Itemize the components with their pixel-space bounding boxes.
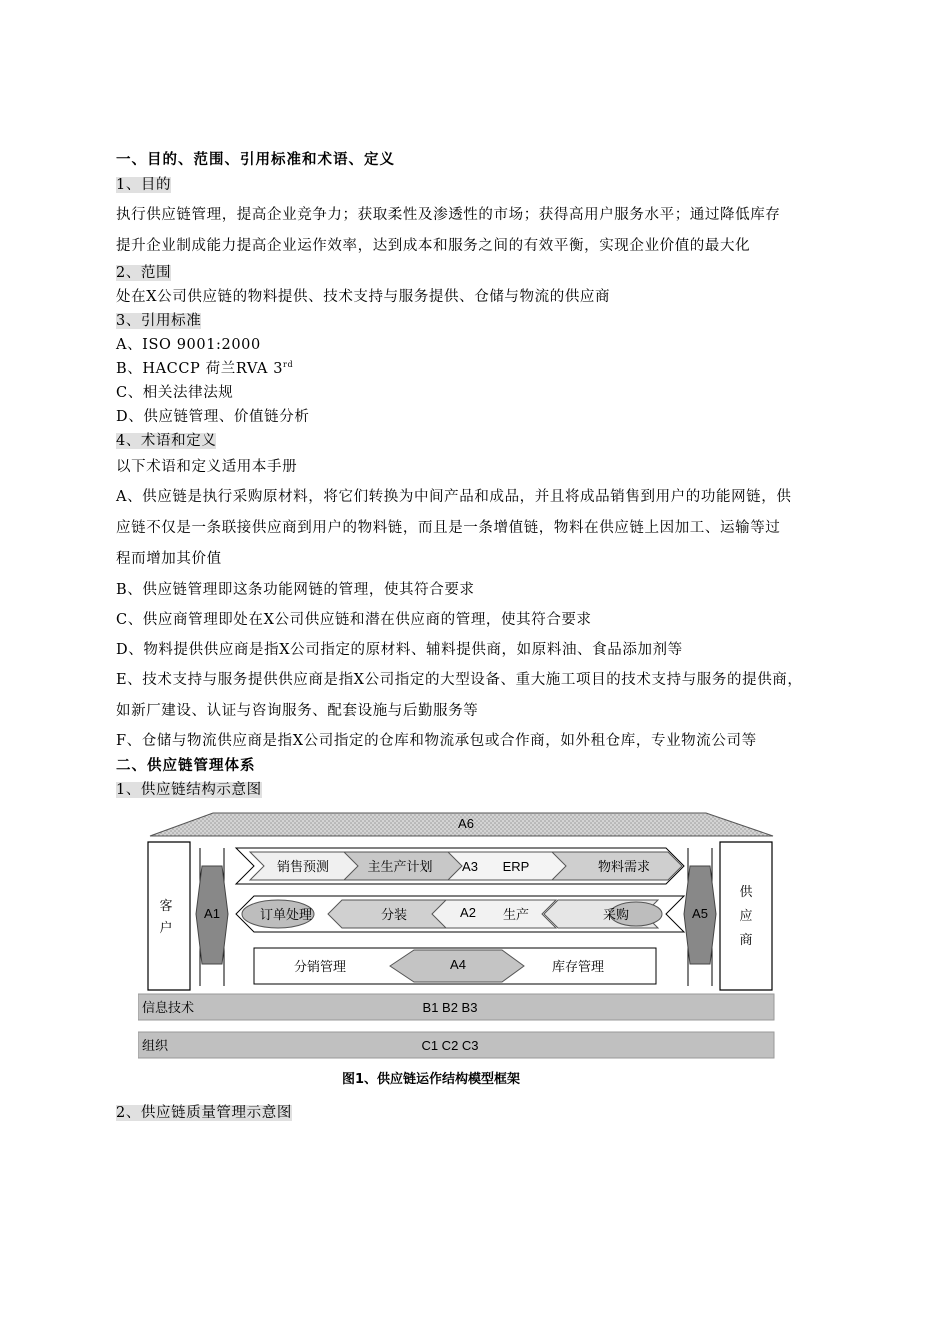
- standard-a: A、ISO 9001:2000: [116, 337, 261, 353]
- term-d: D、物料提供供应商是指X公司指定的原材料、辅料提供商，如原料油、食品添加剂等: [116, 642, 683, 658]
- term-c: C、供应商管理即处在X公司供应链和潜在供应商的管理，使其符合要求: [116, 612, 592, 628]
- org-codes: C1 C2 C3: [421, 1038, 479, 1053]
- scope-text: 处在X公司供应链的物料提供、技术支持与服务提供、仓储与物流的供应商: [116, 289, 611, 305]
- organization-bar: [138, 1032, 774, 1058]
- production-label: 生产: [502, 907, 530, 922]
- erp-label: ERP: [502, 859, 530, 874]
- a1-column: [196, 848, 228, 986]
- figure-caption: 图1、供应链运作结构模型框架: [342, 1072, 521, 1087]
- quality-diagram-title: 2、供应链质量管理示意图: [116, 1105, 292, 1121]
- customer-box: [148, 842, 190, 990]
- a6-roof: [150, 813, 773, 836]
- term-b: B、供应链管理即这条功能网链的管理，使其符合要求: [116, 582, 475, 598]
- terms-intro: 以下术语和定义适用本手册: [116, 459, 298, 475]
- supplier-label-2: 应: [739, 908, 753, 923]
- term-e-2: 如新厂建设、认证与咨询服务、配套设施与后勤服务等: [116, 703, 479, 719]
- purpose-title: 1、目的: [116, 177, 172, 193]
- it-codes: B1 B2 B3: [422, 1000, 478, 1015]
- master-production-plan-label: 主生产计划: [367, 859, 433, 874]
- procurement-label: 采购: [602, 907, 630, 922]
- inventory-management-label: 库存管理: [551, 959, 605, 974]
- a6-label: A6: [458, 816, 474, 831]
- standard-b: B、HACCP 荷兰RVA 3rd: [116, 360, 294, 377]
- section2-heading: 二、供应链管理体系: [116, 757, 256, 774]
- customer-label-1: 客: [159, 898, 173, 913]
- org-label: 组织: [142, 1038, 169, 1053]
- logistics-row: [254, 948, 656, 984]
- standard-c: C、相关法律法规: [116, 385, 234, 401]
- information-technology-bar: [138, 994, 774, 1020]
- term-a-1: A、供应链是执行采购原材料，将它们转换为中间产品和成品，并且将成品销售到用户的功能网链，供: [116, 489, 792, 505]
- a5-label: A5: [692, 906, 708, 921]
- packaging-label: 分装: [380, 907, 408, 922]
- material-demand-label: 物料需求: [597, 859, 651, 874]
- purpose-text-2: 提升企业制成能力提高企业运作效率，达到成本和服务之间的有效平衡，实现企业价值的最大化: [116, 238, 751, 254]
- purpose-text-1: 执行供应链管理，提高企业竞争力；获取柔性及渗透性的市场；获得高用户服务水平；通过降低库存: [116, 207, 781, 223]
- term-a-2: 应链不仅是一条联接供应商到用户的物料链，而且是一条增值链，物料在供应链上因加工、运输等过: [116, 520, 781, 536]
- distribution-management-label: 分销管理: [293, 959, 347, 974]
- supply-chain-structure-diagram: [138, 810, 778, 1062]
- customer-label-2: 户: [159, 920, 173, 935]
- a5-column: [684, 848, 716, 986]
- a3-label: A3: [462, 859, 478, 874]
- standards-title: 3、引用标准: [116, 313, 202, 329]
- term-a-3: 程而增加其价值: [116, 551, 222, 567]
- a2-label: A2: [460, 905, 476, 920]
- structure-diagram-title: 1、供应链结构示意图: [116, 782, 262, 798]
- a1-label: A1: [204, 906, 220, 921]
- a4-label: A4: [450, 957, 466, 972]
- sales-forecast-label: 销售预测: [276, 859, 330, 874]
- term-f: F、仓储与物流供应商是指X公司指定的仓库和物流承包或合作商，如外租仓库，专业物流公司等: [116, 733, 757, 749]
- term-e-1: E、技术支持与服务提供供应商是指X公司指定的大型设备、重大施工项目的技术支持与服务的提供商，: [116, 672, 803, 688]
- section1-heading: 一、目的、范围、引用标准和术语、定义: [116, 151, 395, 168]
- supplier-label-1: 供: [739, 884, 753, 899]
- operations-row: [236, 896, 684, 932]
- standard-d: D、供应链管理、价值链分析: [116, 409, 310, 425]
- terms-title: 4、术语和定义: [116, 433, 217, 449]
- it-label: 信息技术: [142, 1000, 195, 1015]
- order-processing-label: 订单处理: [259, 907, 313, 922]
- scope-title: 2、范围: [116, 265, 172, 281]
- supplier-label-3: 商: [739, 932, 753, 947]
- planning-row: [236, 848, 684, 884]
- supplier-box: [720, 842, 772, 990]
